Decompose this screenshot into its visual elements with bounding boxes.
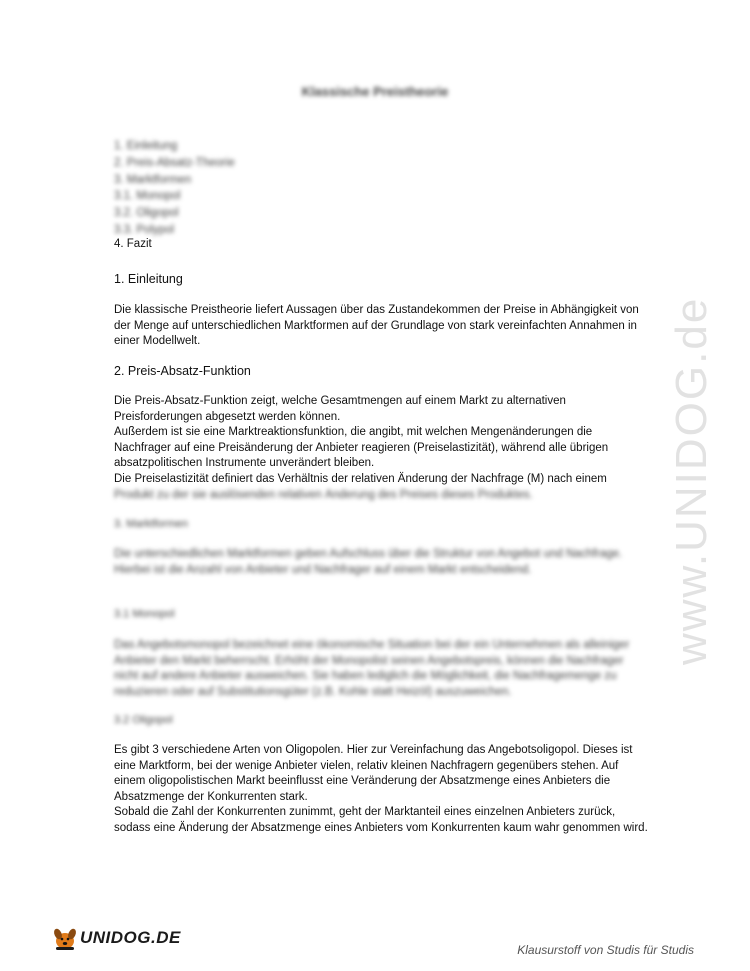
toc-item-marktformen: 3. Marktformen [114,173,192,186]
footer-tagline: Klausurstoff von Studis für Studis [517,943,694,957]
unidog-logo [52,925,181,951]
marktformen-text: Die unterschiedlichen Marktformen geben Aufschluss über die Struktur von Angebot und Nachfrage. Hierbei ist die Anzahl von Anbieter und Nachfrager auf einem Markt entscheidend. [114,548,623,576]
heading-einleitung: 1. Einleitung [114,272,183,286]
oligopol-text-2: Sobald die Zahl der Konkurrenten zunimmt, geht der Marktanteil eines einzelnen Anbieters zurück, sodass eine Änderung der Absatzmenge eines Anbieters vom Konkurrenten kaum wahr genommen wird. [114,806,648,834]
dog-mascot-icon [52,925,78,951]
oligopol-text-1: Es gibt 3 verschiedene Arten von Oligopolen. Hier zur Vereinfachung das Angebotsoligopol. Dieses ist eine Marktform, bei der wenige Anbieter vielen, relativ kleinen Nachfragern gegenübers stehen. Auf einem oligopolistischen Markt beeinflusst eine Veränderung der Absatzmenge eines Anbieters die Absatzmenge der Konkurrenten stark. [114,744,633,803]
toc-item-oligopol: 3.2. Oligopol [114,207,179,220]
toc-item-preis-absatz: 2. Preis-Absatz-Theorie [114,156,235,169]
watermark [667,260,716,670]
paragraph-einleitung-text: Die klassische Preistheorie liefert Aussagen über das Zustandekommen der Preise in Abhängigkeit von der Menge auf unterschiedlichen Marktformen auf der Grundlage von stark vereinfachten Annahmen in einer Modellwelt. [114,304,639,348]
paragraph-preis-absatz-funktion [114,394,649,503]
heading-marktformen: 3. Marktformen [114,518,188,530]
toc-item-fazit: 4. Fazit [114,238,152,250]
table-of-contents [114,138,235,239]
paragraph-marktformen [114,547,649,578]
monopol-text: Das Angebotsmonopol bezeichnet eine ökonomische Situation bei der ein Unternehmen als alleiniger Anbieter den Markt beherrscht. Erhöht der Monopolist seinen Angebotspreis, können die Nachfrager nicht auf andere Anbieter ausweichen. Sie haben lediglich die Möglichkeit, die Nachfragemenge zu reduzieren oder auf Substitutionsgüter (z.B. Kohle statt Heizöl) auszuweichen. [114,639,630,698]
paragraph-einleitung [114,303,649,350]
heading-monopol: 3.1 Monopol [114,608,175,620]
toc-item-polypol: 3.3. Polypol [114,223,175,236]
heading-oligopol: 3.2 Oligopol [114,714,173,726]
logo-wordmark: UNIDOG.DE [80,928,181,947]
pab-text-3-blurred: Produkt zu der sie auslösenden relativen Änderung des Preises dieses Produktes. [114,488,533,501]
paragraph-monopol [114,638,649,700]
watermark-text: www.UNIDOG.de [667,296,716,665]
toc-item-monopol: 3.1. Monopol [114,190,181,203]
pab-text-2: Außerdem ist sie eine Marktreaktionsfunktion, die angibt, mit welchen Mengenänderungen die Nachfrager auf eine Preisänderung der Anbieter reagieren (Preiselastizität), während alle übrigen absatzpolitischen Instrumente unverändert bleiben. [114,426,609,470]
heading-preis-absatz-funktion: 2. Preis-Absatz-Funktion [114,364,251,378]
toc-item-einleitung: 1. Einleitung [114,140,178,152]
document-title: Klassische Preistheorie [301,84,449,99]
pab-text-3: Die Preiselastizität definiert das Verhältnis der relativen Änderung der Nachfrage (M) nach einem [114,472,607,485]
pab-text-1: Die Preis-Absatz-Funktion zeigt, welche Gesamtmengen auf einem Markt zu alternativen Preisforderungen abgesetzt werden können. [114,395,566,423]
paragraph-oligopol [114,743,649,837]
